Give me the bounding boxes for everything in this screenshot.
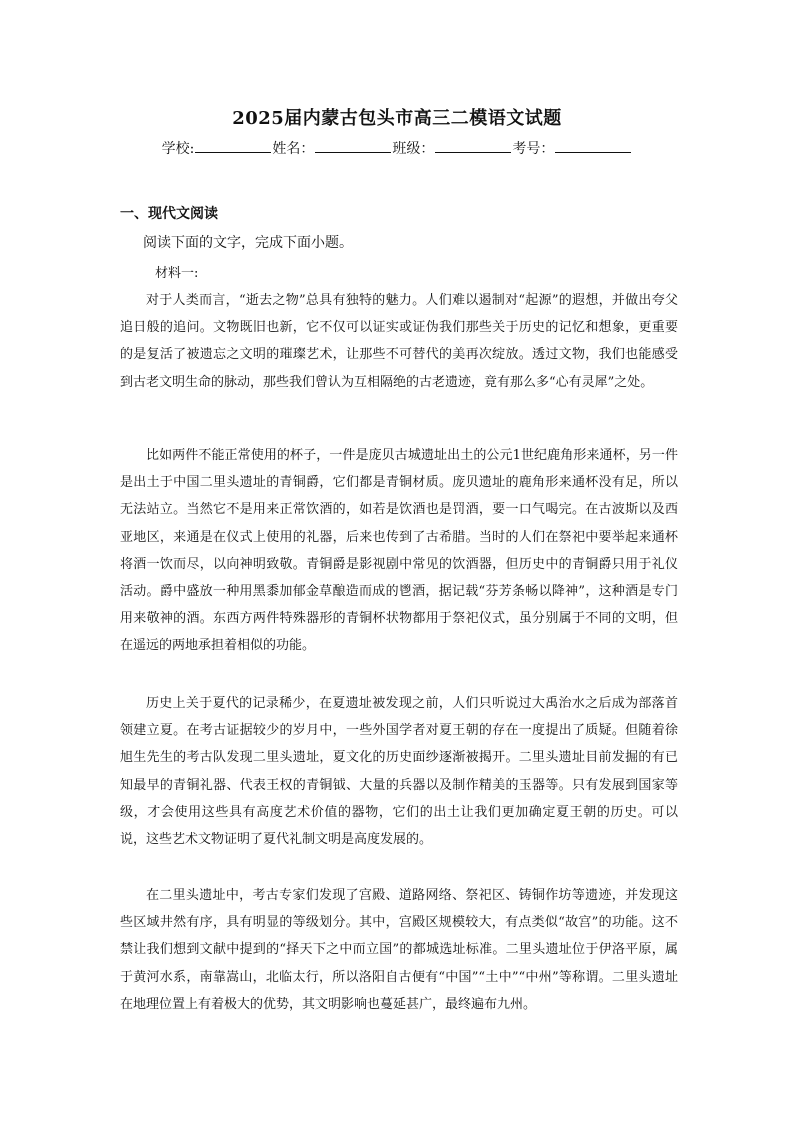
passage-paragraph-1: [120, 287, 678, 400]
reading-instruction: 阅读下面的文字，完成下面小题。: [143, 235, 353, 251]
paragraph-text: 历史上关于夏代的记录稀少，在夏遗址被发现之前，人们只听说过大禹治水之后成为部落首领建立夏。在考古证据较少的岁月中，一些外国学者对夏王朝的存在一度提出了质疑。但随着徐旭生先生的考古队发现二里头遗址，夏文化的历史面纱逐渐被揭开。二里头遗址目前发掘的有已知最早的青铜礼器、代表王权的青铜钺、大量的兵器以及制作精美的玉器等。只有发展到国家等级，才会使用这些具有高度艺术价值的器物，它们的出土让我们更加确定夏王朝的历史。可以说，这些艺术文物证明了夏代礼制文明是高度发展的。: [120, 696, 678, 848]
section-heading: 一、现代文阅读: [120, 206, 218, 222]
exam-number-label: 考号：: [512, 141, 555, 157]
paragraph-text: 比如两件不能正常使用的杯子，一件是庞贝古城遗址出土的公元1世纪鹿角形来通杯，另一件是出土于中国二里头遗址的青铜爵，它们都是青铜材质。庞贝遗址的鹿角形来通杯没有足，所以无法站立。当然它不是用来正常饮酒的，如若是饮酒也是罚酒，要一口气喝完。在古波斯以及西亚地区，来通是在仪式上使用的礼器，后来也传到了古希腊。当时的人们在祭祀中要举起来通杯将酒一饮而尽，以向神明致敬。青铜爵是影视剧中常见的饮酒器，但历史中的青铜爵只用于礼仪活动。爵中盛放一种用黑黍加郁金草酿造而成的鬯酒，据记载“芬芳条畅以降神”，这种酒是专门用来敬神的酒。东西方两件特殊器形的青铜杯状物都用于祭祀仪式，虽分别属于不同的文明，但在遥远的两地承担着相似的功能。: [120, 448, 678, 654]
passage-paragraph-3: [120, 690, 678, 857]
class-label: 班级：: [392, 141, 435, 157]
exam-title: 2025届内蒙古包头市高三二模语文试题: [232, 108, 562, 129]
passage-paragraph-2: [120, 442, 678, 664]
school-blank: [195, 138, 271, 153]
paragraph-text: 在二里头遗址中，考古专家们发现了宫殿、道路网络、祭祀区、铸铜作坊等遗迹，并发现这些区域井然有序，具有明显的等级划分。其中，宫殿区规模较大，有点类似“故宫”的功能。这不禁让我们想到文献中提到的“择天下之中而立国”的都城选址标准。二里头遗址位于伊洛平原，属于黄河水系，南靠嵩山，北临太行，所以洛阳自古便有“中国”“土中”“中州”等称谓。二里头遗址在地理位置上有着极大的优势，其文明影响也蔓延甚广，最终遍布九州。: [120, 888, 678, 1012]
name-label: 姓名：: [272, 141, 315, 157]
class-blank: [435, 138, 511, 153]
school-label: 学校:: [161, 141, 195, 157]
paragraph-text: 对于人类而言，“逝去之物”总具有独特的魅力。人们难以遏制对“起源”的遐想，并做出夸父追日般的追问。文物既旧也新，它不仅可以证实或证伪我们那些关于历史的记忆和想象，更重要的是复活了被遗忘之文明的璀璨艺术，让那些不可替代的美再次绽放。透过文物，我们也能感受到古老文明生命的脉动，那些我们曾认为互相隔绝的古老遗迹，竟有那么多“心有灵犀”之处。: [120, 293, 678, 390]
name-blank: [315, 138, 391, 153]
material-label: 材料一:: [155, 266, 199, 281]
student-info-row: [0, 138, 794, 158]
exam-number-blank: [555, 138, 631, 153]
passage-paragraph-4: [120, 882, 678, 1022]
